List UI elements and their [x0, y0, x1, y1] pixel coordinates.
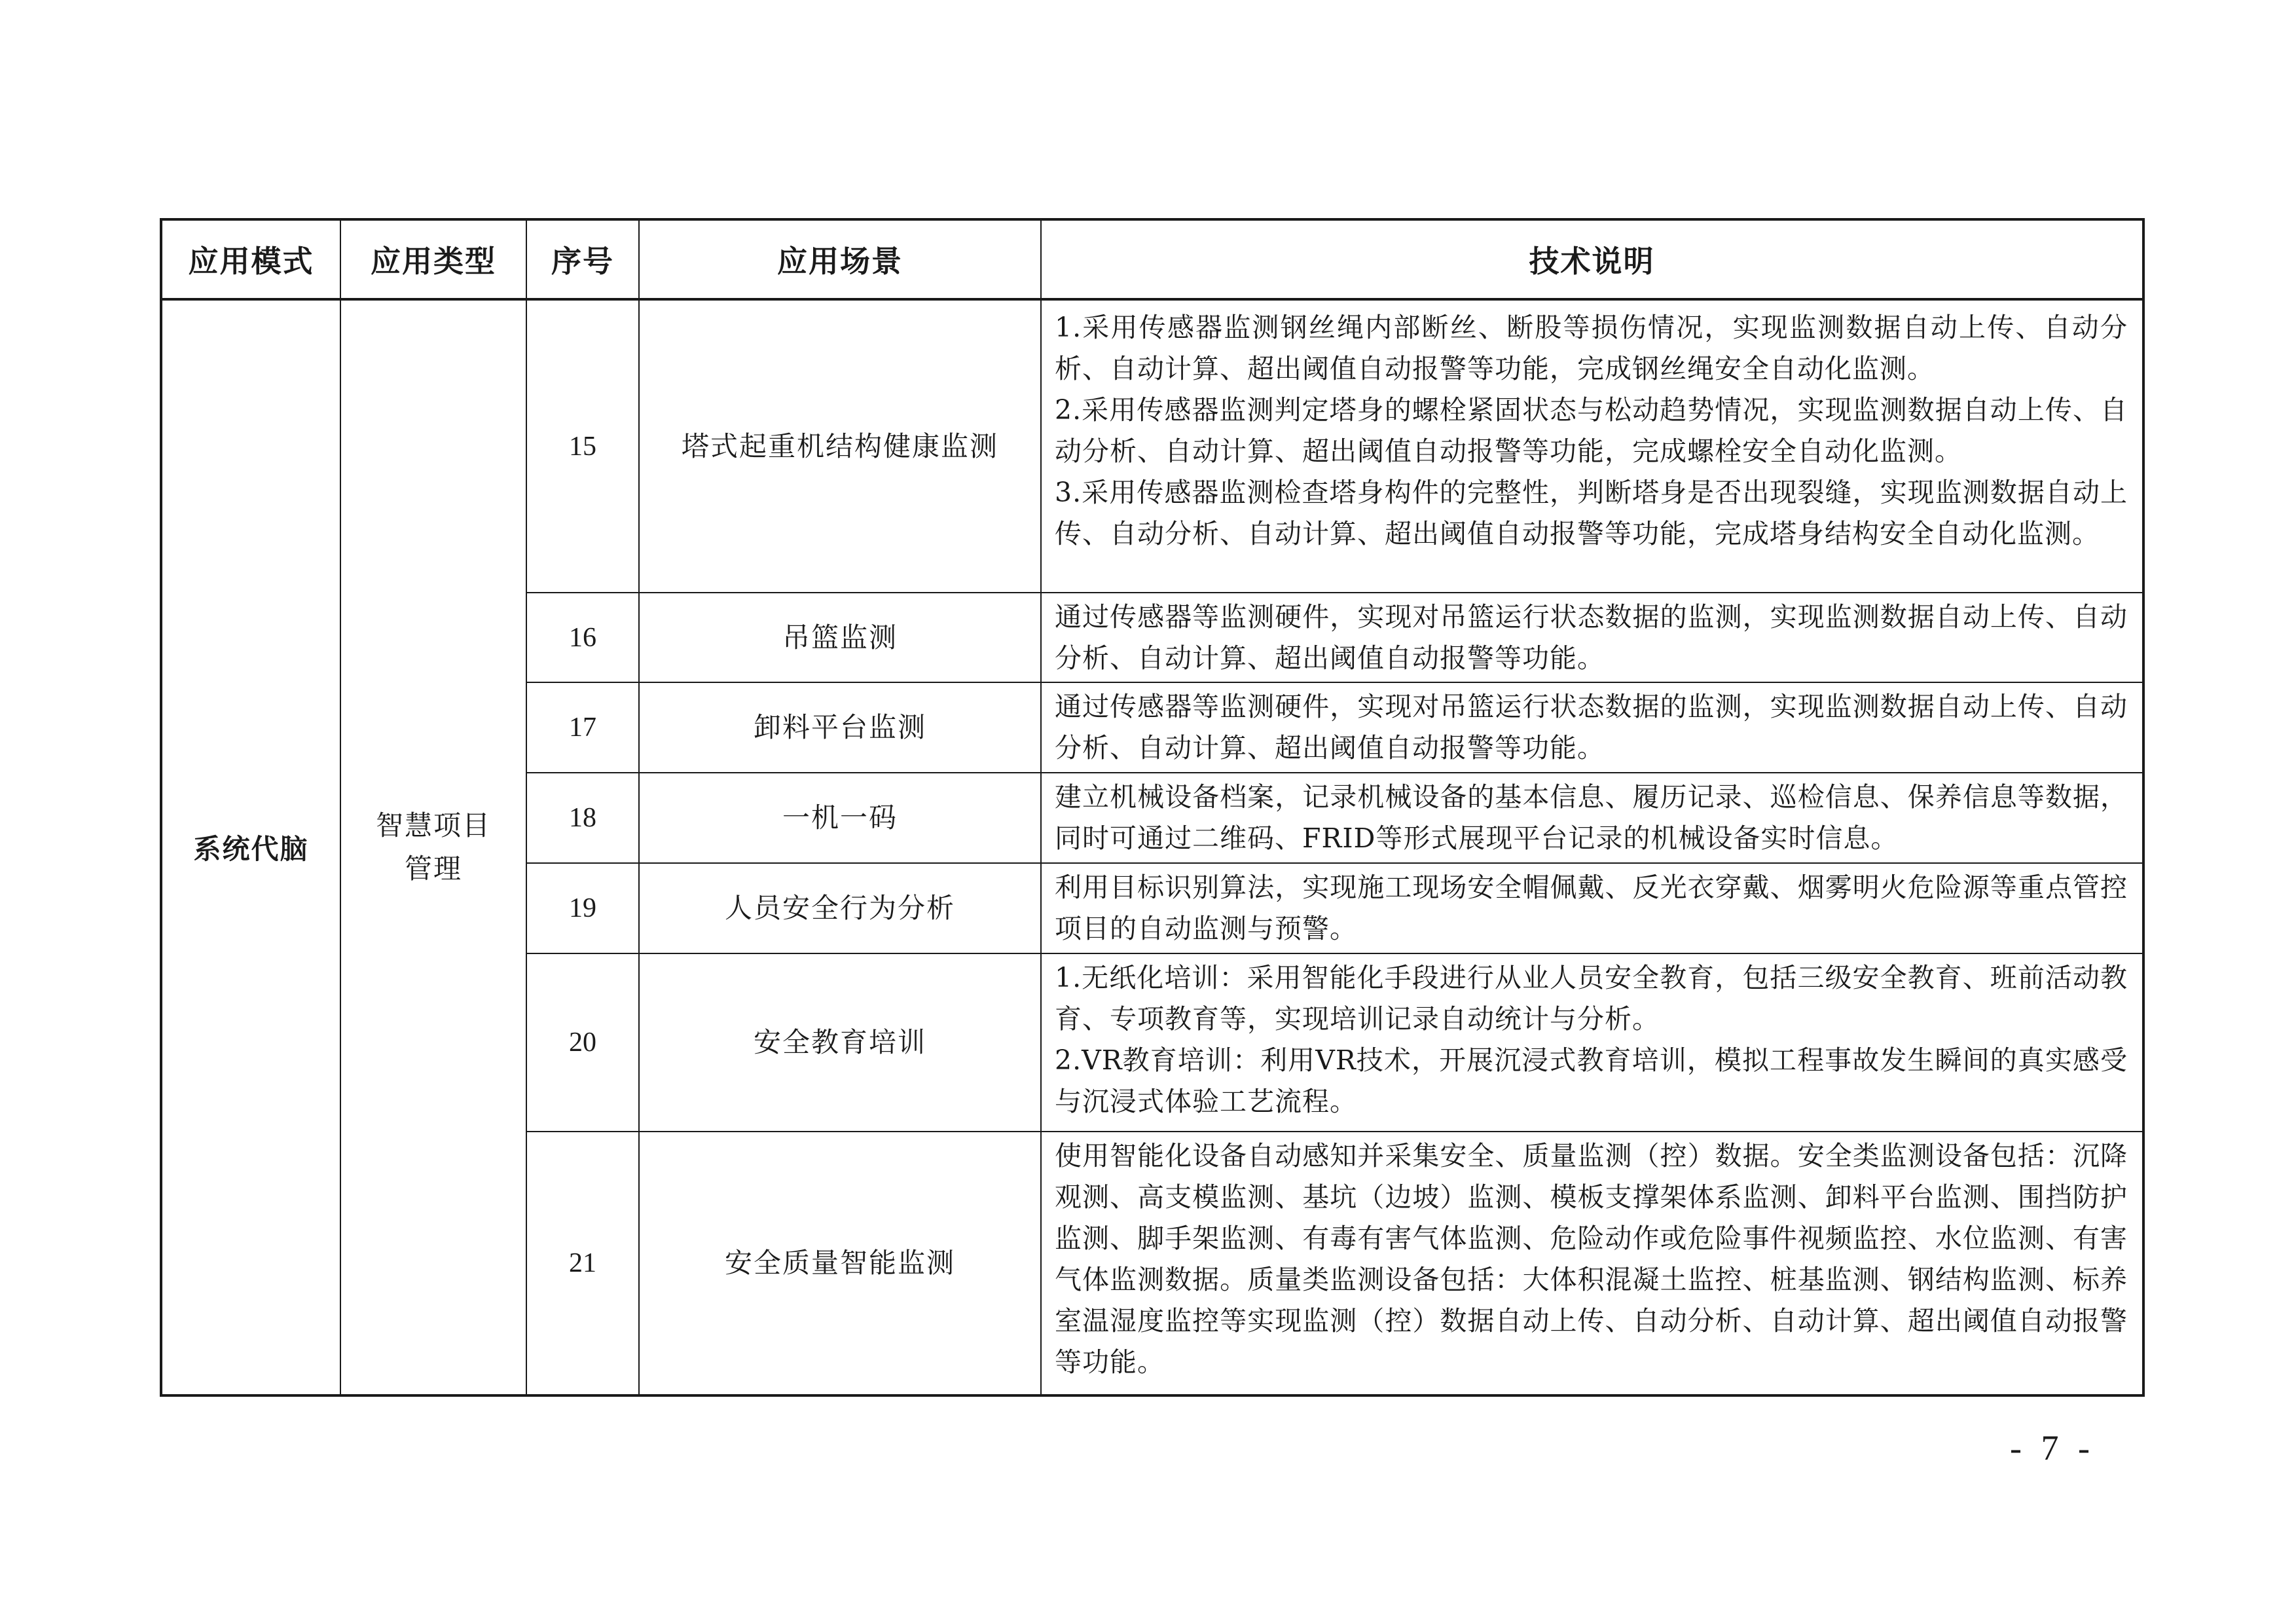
page-number: - 7 -	[2010, 1428, 2095, 1467]
desc-paragraph: 通过传感器等监测硬件，实现对吊篮运行状态数据的监测，实现监测数据自动上传、自动分析、自动计算、超出阈值自动报警等功能。	[1055, 691, 2128, 764]
desc-cell	[1041, 593, 2143, 682]
desc-cell	[1041, 953, 2143, 1132]
type-cell	[340, 299, 526, 1395]
desc-paragraph: 建立机械设备档案，记录机械设备的基本信息、履历记录、巡检信息、保养信息等数据，同时可通过二维码、FRID等形式展现平台记录的机械设备实时信息。	[1055, 781, 2128, 854]
type-text: 智慧项目管理	[375, 809, 491, 885]
header-scene: 应用场景	[639, 219, 1041, 299]
scene-cell: 安全质量智能监测	[639, 1132, 1041, 1395]
header-type: 应用类型	[340, 219, 526, 299]
table-header-row	[161, 219, 2143, 299]
desc-paragraph: 利用目标识别算法，实现施工现场安全帽佩戴、反光衣穿戴、烟雾明火危险源等重点管控项目的自动监测与预警。	[1055, 872, 2128, 944]
header-seq: 序号	[526, 219, 639, 299]
desc-cell	[1041, 682, 2143, 773]
scene-cell: 人员安全行为分析	[639, 863, 1041, 953]
desc-cell	[1041, 299, 2143, 593]
desc-paragraph: 1.无纸化培训：采用智能化手段进行从业人员安全教育，包括三级安全教育、班前活动教育、专项教育等，实现培训记录自动统计与分析。	[1055, 962, 2128, 1035]
desc-paragraph: 使用智能化设备自动感知并采集安全、质量监测（控）数据。安全类监测设备包括：沉降观测、高支模监测、基坑（边坡）监测、模板支撑架体系监测、卸料平台监测、围挡防护监测、脚手架监测、有毒有害气体监测、危险动作或危险事件视频监控、水位监测、有害气体监测数据。质量类监测设备包括：大体积混凝土监控、桩基监测、钢结构监测、标养室温湿度监控等实现监测（控）数据自动上传、自动分析、自动计算、超出阈值自动报警等功能。	[1055, 1140, 2128, 1378]
desc-paragraph: 1.采用传感器监测钢丝绳内部断丝、断股等损伤情况，实现监测数据自动上传、自动分析、自动计算、超出阈值自动报警等功能，完成钢丝绳安全自动化监测。	[1055, 312, 2128, 384]
desc-cell	[1041, 863, 2143, 953]
application-table	[160, 218, 2145, 1397]
seq-cell: 19	[526, 863, 639, 953]
seq-cell: 16	[526, 593, 639, 682]
header-desc: 技术说明	[1041, 219, 2143, 299]
scene-cell: 吊篮监测	[639, 593, 1041, 682]
seq-cell: 18	[526, 773, 639, 863]
seq-cell: 15	[526, 299, 639, 593]
seq-cell: 20	[526, 953, 639, 1132]
mode-cell: 系统代脑	[161, 299, 340, 1395]
desc-cell	[1041, 1132, 2143, 1395]
desc-paragraph: 3.采用传感器监测检查塔身构件的完整性，判断塔身是否出现裂缝，实现监测数据自动上传、自动分析、自动计算、超出阈值自动报警等功能，完成塔身结构安全自动化监测。	[1055, 477, 2128, 549]
scene-cell: 一机一码	[639, 773, 1041, 863]
scene-cell: 安全教育培训	[639, 953, 1041, 1132]
seq-cell: 17	[526, 682, 639, 773]
header-mode: 应用模式	[161, 219, 340, 299]
desc-cell	[1041, 773, 2143, 863]
desc-paragraph: 通过传感器等监测硬件，实现对吊篮运行状态数据的监测，实现监测数据自动上传、自动分析、自动计算、超出阈值自动报警等功能。	[1055, 601, 2128, 674]
scene-cell: 塔式起重机结构健康监测	[639, 299, 1041, 593]
scene-cell: 卸料平台监测	[639, 682, 1041, 773]
desc-paragraph: 2.采用传感器监测判定塔身的螺栓紧固状态与松动趋势情况，实现监测数据自动上传、自动分析、自动计算、超出阈值自动报警等功能，完成螺栓安全自动化监测。	[1055, 394, 2128, 467]
desc-paragraph: 2.VR教育培训：利用VR技术，开展沉浸式教育培训，模拟工程事故发生瞬间的真实感受与沉浸式体验工艺流程。	[1055, 1044, 2128, 1117]
table-row	[161, 299, 2143, 593]
seq-cell: 21	[526, 1132, 639, 1395]
